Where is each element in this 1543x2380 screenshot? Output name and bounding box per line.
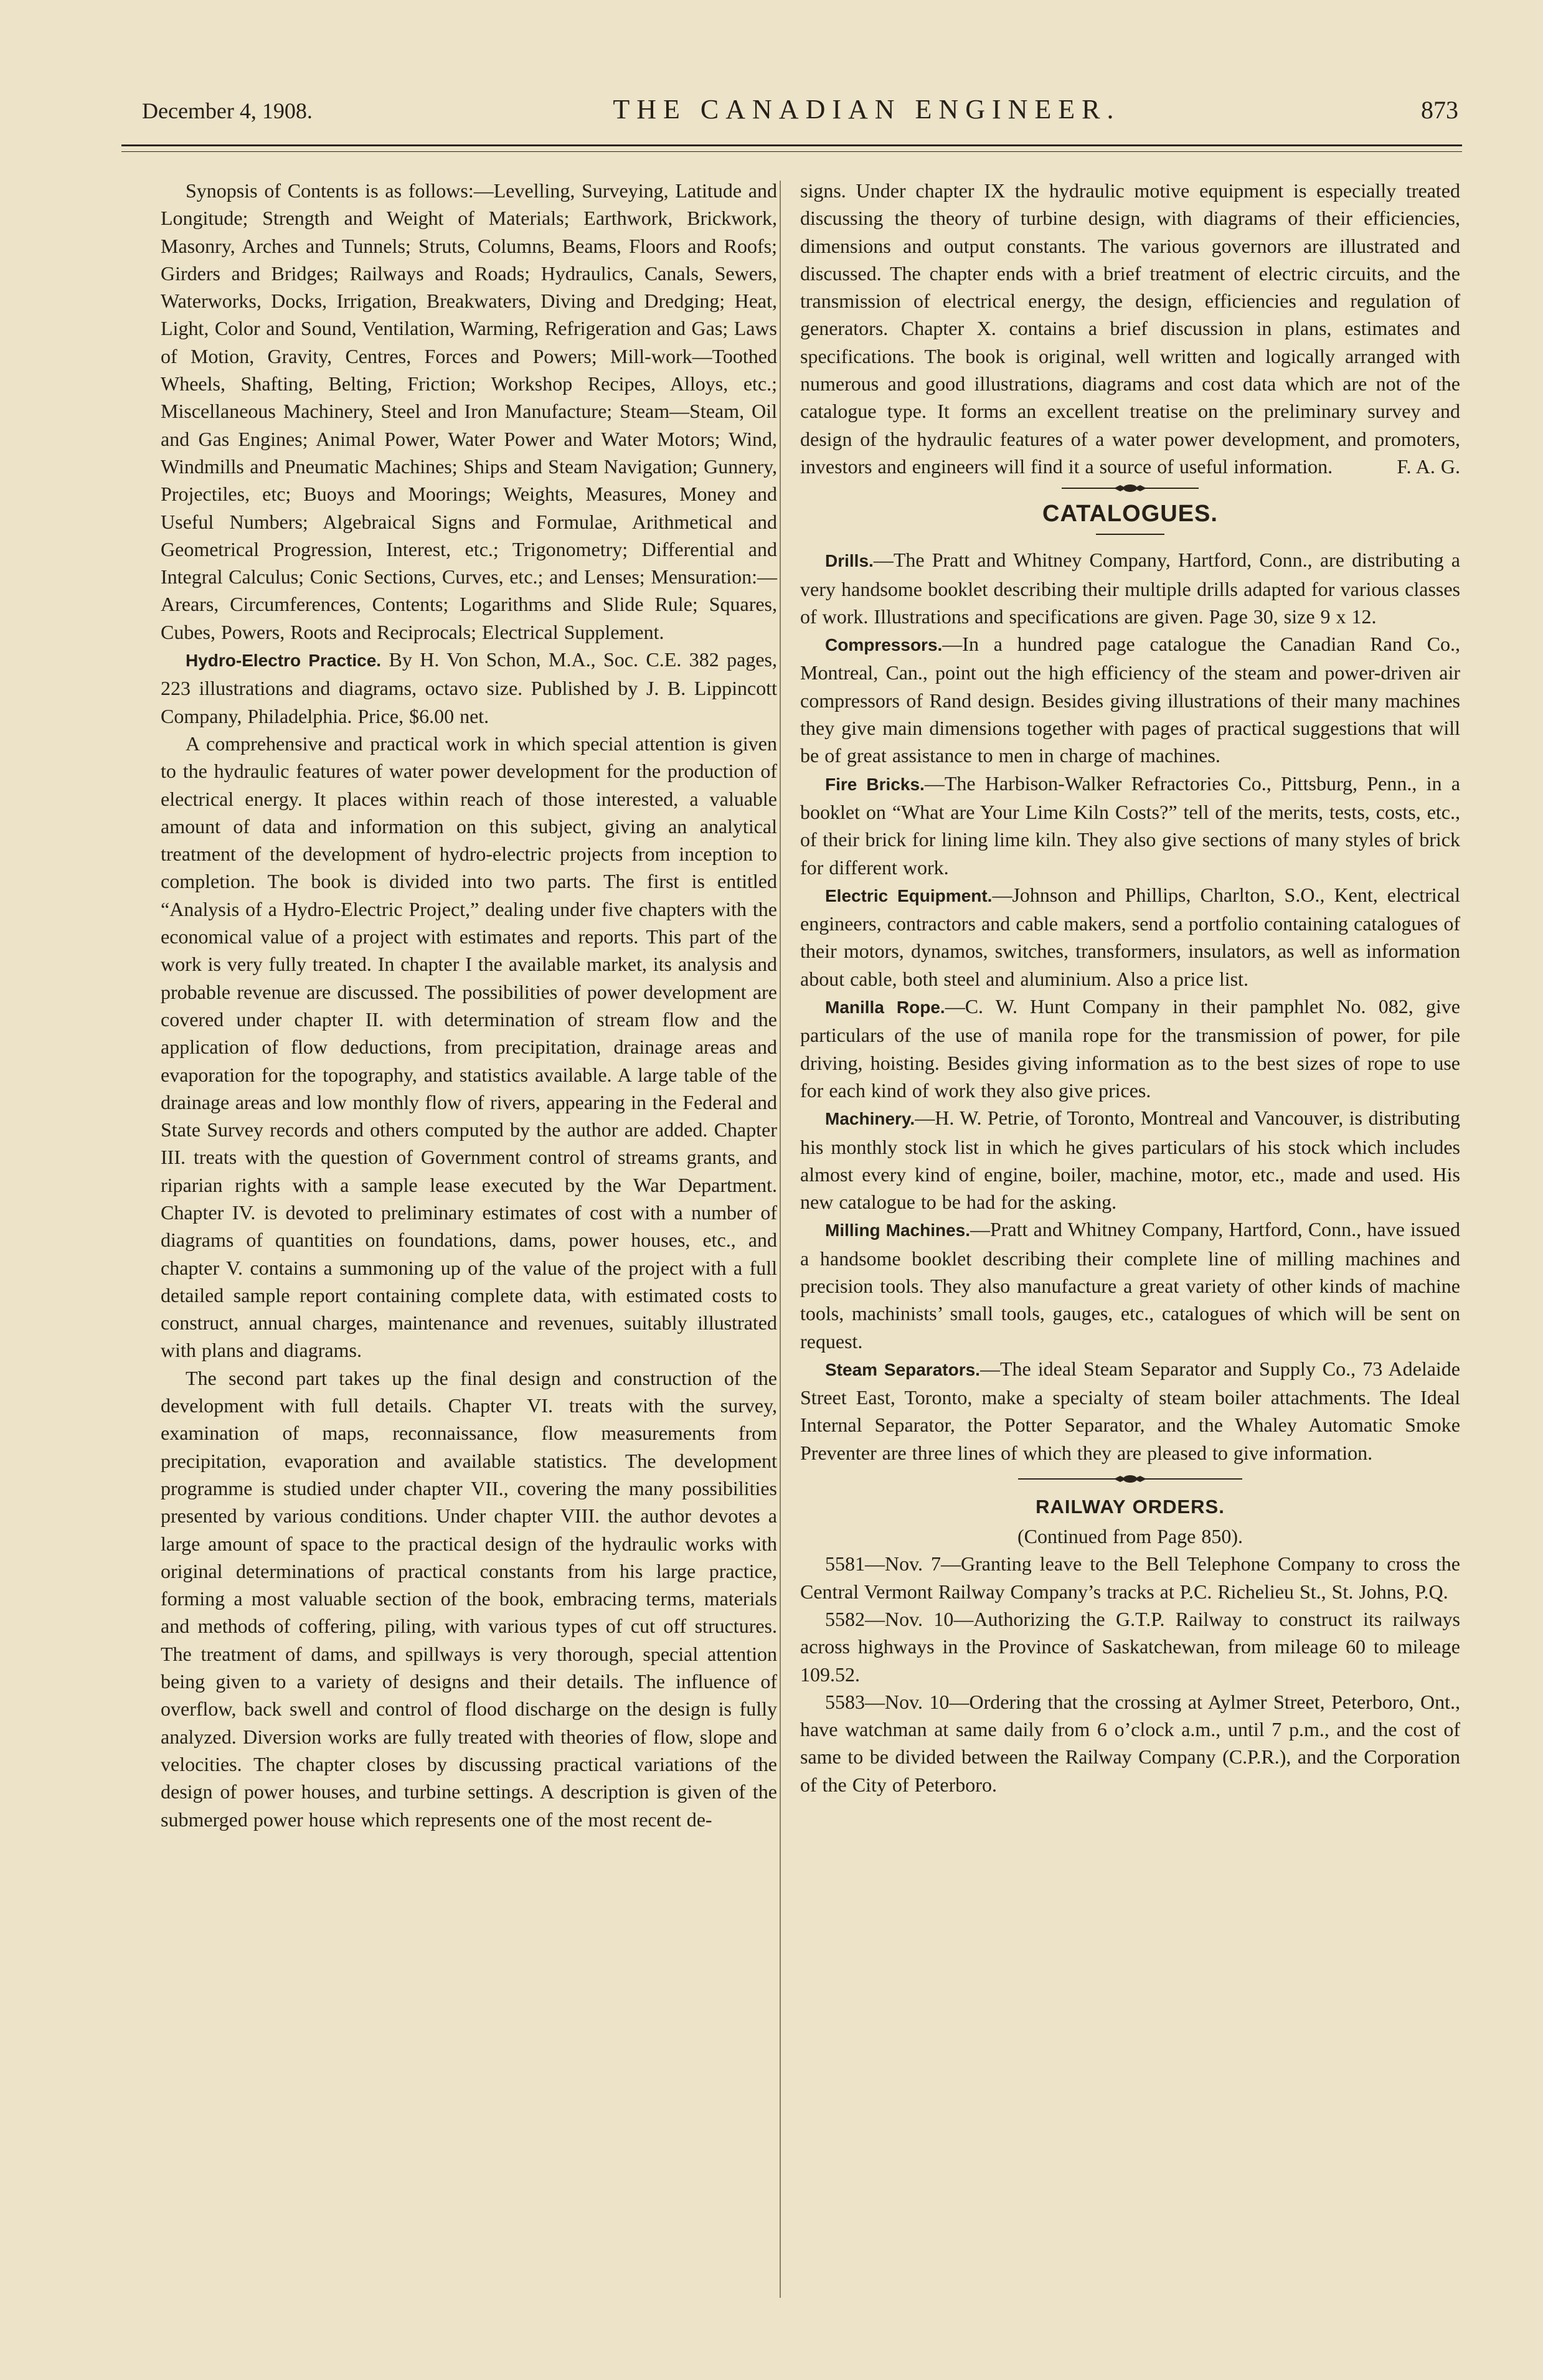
catalogue-entry bbox=[800, 1355, 1460, 1466]
book-review-heading bbox=[161, 646, 777, 730]
catalogues-heading: CATALOGUES. bbox=[1042, 501, 1218, 527]
catalogue-text: —The Harbison-Walker Refractories Co., Pittsburg, Penn., in a booklet on “What are Your Lime Kiln Costs?” tell of the merits, tests, costs, etc., of their brick for lining lime kiln. They also give sections of many styles of brick for different work. bbox=[800, 772, 1461, 879]
catalogue-entry bbox=[800, 1216, 1460, 1354]
right-column bbox=[800, 177, 1460, 1798]
left-column bbox=[161, 177, 777, 1833]
review-continued-text: signs. Under chapter IX the hydraulic motive equipment is especially treated discussing the theory of turbine design, with diagrams of their efficiencies, dimensions and output constants. The various governors are illustrated and discussed. The chapter ends with a brief treatment of electric circuits, and the transmission of electrical energy, the design, efficiencies and regulation of generators. Chapter X. contains a brief discussion in plans, estimates and specifications. The book is original, well written and logically arranged with numerous and good illustrations, diagrams and cost data which are not of the catalogue type. It forms an excellent treatise on the preliminary survey and design of the hydraulic features of a water power development, and promoters, investors and engineers will find it a source of useful information. bbox=[800, 179, 1460, 478]
railway-order: 5582—Nov. 10—Authorizing the G.T.P. Railway to construct its railways across highways in the Province of Saskatchewan, from mileage 60 to mileage 109.52. bbox=[800, 1607, 1460, 1686]
review-paragraph-1: A comprehensive and practical work in which special attention is given to the hydraulic features of water power development for the production of electrical energy. It places within reach of those interested, a valuable amount of data and information on this subject, giving an analytical treatment of the development of hydro-electric projects from inception to completion. The book is divided into two parts. The first is entitled “Analysis of a Hydro-Electric Project,” dealing under five chapters with the economical value of a project with estimates and reports. This part of the work is very fully treated. In chapter I the available market, its analysis and probable revenue are discussed. The possibilities of power development are covered under chapter II. with determination of stream flow and the application of flow deductions, from precipitation, drainage areas and evaporation for the topography, and statistics available. A large table of the drainage areas and low monthly flow of rivers, appearing in the Federal and State Survey records and others computed by the author are added. Chapter III. treats with the question of Government control of streams grants, and riparian rights with a sample lease executed by the War Department. Chapter IV. is devoted to preliminary estimates of cost with a number of diagrams of quantities on foundations, dams, power houses, etc., and chapter V. contains a summoning up of the value of the project with a full detailed sample report containing complete data, with estimated costs to construct, annual charges, maintenance and revenues, suitably illustrated with plans and diagrams. bbox=[161, 732, 777, 1362]
catalogue-title: Manilla Rope. bbox=[825, 998, 945, 1018]
catalogue-title: Drills. bbox=[825, 551, 874, 571]
catalogue-entry bbox=[800, 630, 1460, 769]
section-ornament bbox=[1062, 480, 1199, 496]
catalogue-entry bbox=[800, 546, 1460, 630]
catalogue-text: —In a hundred page catalogue the Canadian Rand Co., Montreal, Can., point out the high efficiency of the steam and power-driven air compressors of Rand design. Besides giving illustrations of their many machines they give main dimensions together with pages of practical suggestions that will be of great assistance to men in charge of machines. bbox=[800, 633, 1460, 767]
railway-orders-heading: RAILWAY ORDERS. bbox=[1036, 1496, 1225, 1518]
publication-title: THE CANADIAN ENGINEER. bbox=[613, 94, 1121, 125]
catalogue-title: Fire Bricks. bbox=[825, 774, 925, 794]
catalogue-title: Electric Equipment. bbox=[825, 885, 993, 905]
issue-date: December 4, 1908. bbox=[142, 98, 313, 123]
page-number: 873 bbox=[1420, 96, 1458, 124]
catalogue-entry bbox=[800, 881, 1460, 993]
review-title: Hydro-Electro Practice. bbox=[186, 651, 382, 671]
running-head bbox=[142, 93, 1458, 137]
railway-order: 5583—Nov. 10—Ordering that the crossing at Aylmer Street, Peterboro, Ont., have watchman at same daily from 6 o’clock a.m., until 7 p.m., and the cost of same to be divided between the Railway Company (C.P.R.), and the Corporation of the City of Peterboro. bbox=[800, 1690, 1460, 1796]
catalogue-entry bbox=[800, 770, 1460, 881]
catalogue-title: Milling Machines. bbox=[825, 1221, 971, 1240]
review-signature: F. A. G. bbox=[1397, 455, 1460, 478]
header-rule-thin bbox=[121, 151, 1462, 152]
railway-order: 5581—Nov. 7—Granting leave to the Bell Telephone Company to cross the Central Vermont Railway Company’s tracks at P.C. Richelieu St., St. Johns, P.Q. bbox=[800, 1552, 1460, 1603]
catalogue-title: Steam Separators. bbox=[825, 1359, 980, 1379]
catalogue-text: —C. W. Hunt Company in their pamphlet No. 082, give particulars of the use of manila rope for the transmission of power, for pile driving, hoisting. Besides giving information as to the best sizes of rope to use for each kind of work they also give prices. bbox=[800, 995, 1461, 1102]
review-continued-paragraph bbox=[800, 177, 1460, 480]
catalogue-title: Machinery. bbox=[825, 1109, 915, 1129]
header-rule-thick bbox=[121, 144, 1462, 146]
catalogue-entry bbox=[800, 1104, 1460, 1216]
catalogue-text: —H. W. Petrie, of Toronto, Montreal and Vancouver, is distributing his monthly stock list in which he gives particulars of his stock which includes almost every kind of engine, boiler, machine, motor, etc., made and used. His new catalogue to be had for the asking. bbox=[800, 1107, 1460, 1214]
catalogue-entry bbox=[800, 993, 1460, 1104]
railway-orders-subheading: (Continued from Page 850). bbox=[1017, 1525, 1243, 1548]
catalogue-text: —Pratt and Whitney Company, Hartford, Conn., have issued a handsome booklet describing their complete line of milling machines and precision tools. They also manufacture a great variety of other kinds of machine tools, machinists’ small tools, gauges, etc., catalogues of which will be sent on request. bbox=[800, 1218, 1460, 1353]
synopsis-paragraph: Synopsis of Contents is as follows:—Levelling, Surveying, Latitude and Longitude; Strength and Weight of Materials; Earthwork, Brickwork, Masonry, Arches and Tunnels; Struts, Columns, Beams, Floors and Roofs; Girders and Bridges; Railways and Roads; Hydraulics, Canals, Sewers, Waterworks, Docks, Irrigation, Breakwaters, Diving and Dredging; Heat, Light, Color and Sound, Ventilation, Warming, Refrigeration and Gas; Laws of Motion, Gravity, Centres, Forces and Powers; Mill-work—Toothed Wheels, Shafting, Belting, Friction; Workshop Recipes, Alloys, etc.; Miscellaneous Machinery, Steel and Iron Manufacture; Steam—Steam, Oil and Gas Engines; Animal Power, Water Power and Water Motors; Wind, Windmills and Pneumatic Machines; Ships and Steam Navigation; Gunnery, Projectiles, etc; Buoys and Moorings; Weights, Measures, Money and Useful Numbers; Algebraical Signs and Formulae, Arithmetical and Geometrical Progression, Interest, etc.; Trigonometry; Differential and Integral Calculus; Conic Sections, Curves, etc.; and Lenses; Mensuration:—Arears, Circumferences, Contents; Logarithms and Slide Rule; Squares, Cubes, Powers, Roots and Reciprocals; Electrical Supplement. bbox=[161, 179, 777, 643]
column-divider bbox=[780, 181, 781, 2298]
catalogue-title: Compressors. bbox=[825, 635, 943, 655]
catalogue-text: —The ideal Steam Separator and Supply Co., 73 Adelaide Street East, Toronto, make a specialty of steam boiler attachments. The Ideal Internal Separator, the Potter Separator, and the Whaley Automatic Smoke Preventer are three lines of which they are pleased to give information. bbox=[800, 1357, 1461, 1464]
catalogues-underline bbox=[1096, 534, 1164, 535]
review-paragraph-2: The second part takes up the final design and construction of the development with full details. Chapter VI. treats with the survey, examination of maps, reconnaissance, flow measurements from precipitation, evaporation and available statistics. The development programme is studied under chapter VII., covering the many possibilities presented by various conditions. Under chapter VIII. the author devotes a large amount of space to the practical design of the hydraulic works with original determinations of practical constants from his large practice, forming a most valuable section of the book, embracing terms, materials and methods of coffering, piling, with various types of cut off structures. The treatment of dams, and spillways is very thorough, special attention being given to a variety of designs and their details. The influence of overflow, back swell and control of flood discharge on the design is fully analyzed. Diversion works are fully treated with theories of flow, slope and velocities. The chapter closes by discussing practical variations of the design of power houses, and turbine settings. A description is given of the submerged power house which represents one of the most recent de- bbox=[161, 1366, 777, 1831]
review-details: By H. Von Schon, M.A., Soc. C.E. 382 pages, 223 illustrations and diagrams, octavo size. Published by J. B. Lippincott Company, Philadelphia. Price, $6.00 net. bbox=[161, 648, 778, 727]
catalogue-text: —The Pratt and Whitney Company, Hartford, Conn., are distributing a very handsome booklet describing their multiple drills adapted for various classes of work. Illustrations and specifications are given. Page 30, size 9 x 12. bbox=[800, 549, 1460, 628]
section-ornament bbox=[1018, 1466, 1242, 1491]
catalogue-text: —Johnson and Phillips, Charlton, S.O., Kent, electrical engineers, contractors and cable makers, send a portfolio containing catalogues of their motors, dynamos, switches, transformers, insulators, as well as information about cable, both steel and aluminium. Also a price list. bbox=[800, 883, 1460, 990]
